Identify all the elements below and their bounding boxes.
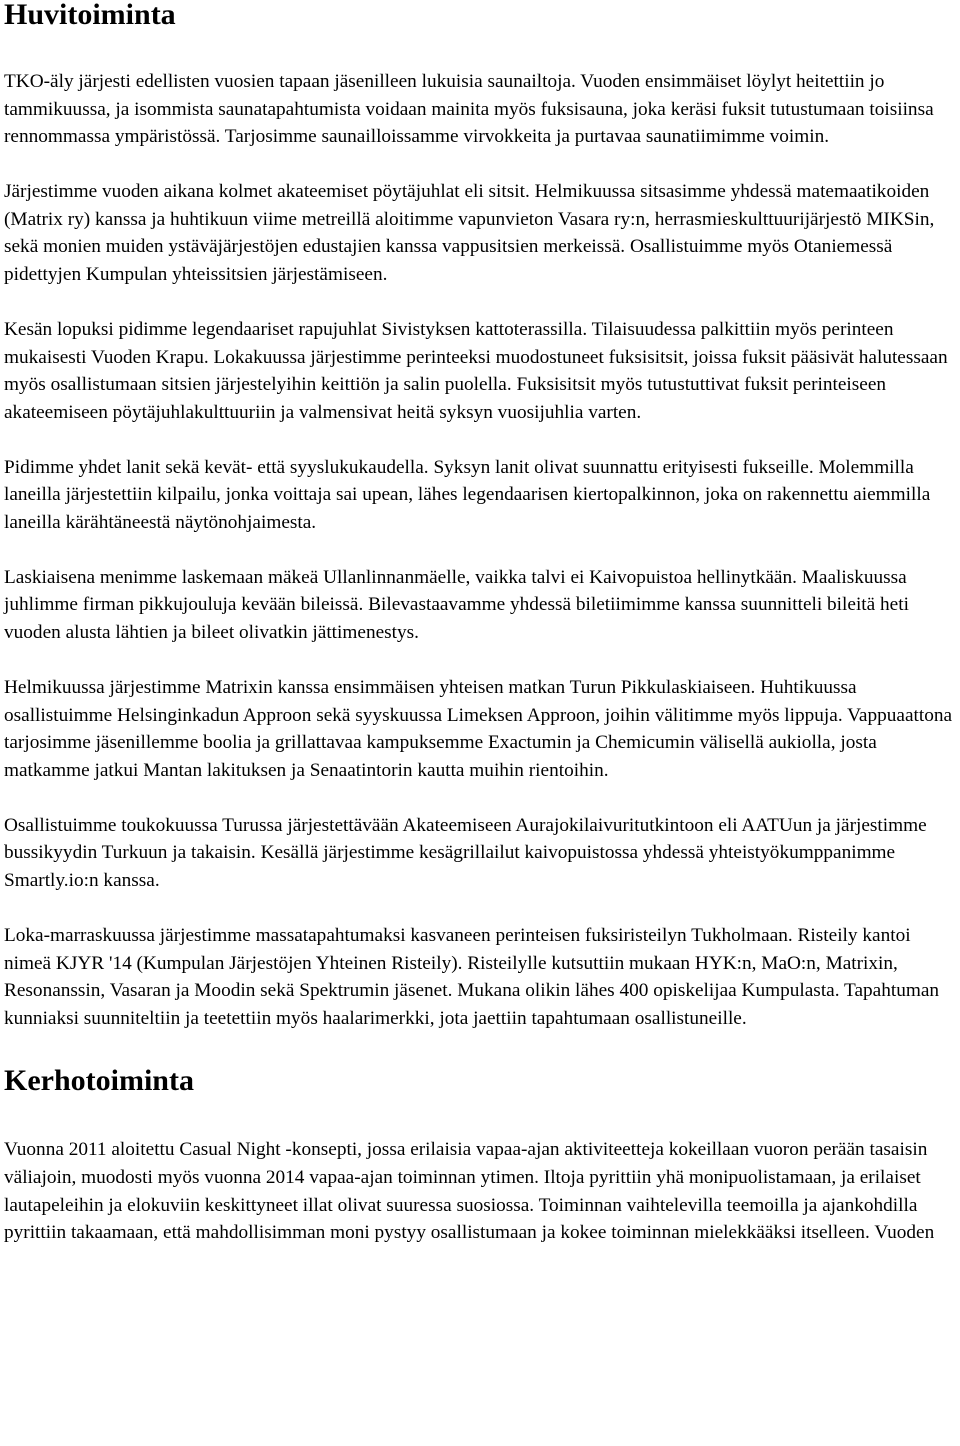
document-page — [4, 0, 960, 1247]
section-heading-huvitoiminta: Huvitoiminta — [4, 0, 176, 31]
paragraph-casual-night: Vuonna 2011 aloitettu Casual Night -konsepti, jossa erilaisia vapaa-ajan aktiviteetteja kokeillaan vuoron perään tasaisin väliajoin, muodosti myös vuonna 2014 vapaa-ajan toiminnan ytimen. Iltoja pyrittiin yhä monipuolistamaan, ja erilaiset lautapeleihin ja elokuviin keskittyneet illat olivat suuressa suosiossa. Toiminnan vaihtelevilla teemoilla ja ajankohdilla pyrittiin takaamaan, että mahdollisimman moni pystyy osallistumaan ja kokee toiminnan mielekkääksi itselleen. Vuoden — [4, 1139, 935, 1244]
section-heading-kerhotoiminta: Kerhotoiminta — [4, 1064, 194, 1098]
paragraph-lanit: Pidimme yhdet lanit sekä kevät- että syyslukukaudella. Syksyn lanit olivat suunnattu erityisesti fukseille. Molemmilla laneilla järjestettiin kilpailu, jonka voittaja sai upean, lähes legendaarisen kiertopalkinnon, joka on rakennettu aiemmilla laneilla kärähtäneestä näytönohjaimesta. — [4, 456, 931, 533]
paragraph-risteily: Loka-marraskuussa järjestimme massatapahtumaksi kasvaneen perinteisen fuksiristeilyn Tukholmaan. Risteily kantoi nimeä KJYR '14 (Kumpulan Järjestöjen Yhteinen Risteily). Risteilylle kutsuttiin mukaan HYK:n, MaO:n, Matrixin, Resonanssin, Vasaran ja Moodin sekä Spektrumin jäsenet. Mukana olikin lähes 400 opiskelijaa Kumpulasta. Tapahtuman kunniaksi suunniteltiin ja teetettiin myös haalarimerkki, jota jaettiin tapahtumaan osallistuneille. — [4, 924, 940, 1029]
paragraph-saunaillat: TKO-äly järjesti edellisten vuosien tapaan jäsenilleen lukuisia saunailtoja. Vuoden ensimmäiset löylyt heitettiin jo tammikuussa, ja isommista saunatapahtumista voidaan mainita myös fuksisauna, joka keräsi fuksit tutustumaan toisiinsa rennommassa ympäristössä. Tarjosimme saunailloissamme virvokkeita ja purtavaa saunatiimimme voimin. — [4, 71, 934, 148]
paragraph-matkat: Helmikuussa järjestimme Matrixin kanssa ensimmäisen yhteisen matkan Turun Pikkulaskiaiseen. Huhtikuussa osallistuimme Helsinginkadun Approon sekä syyskuussa Limeksen Approon, joihin välitimme myös lippuja. Vappuaattona tarjosimme jäsenillemme boolia ja grillattavaa kampuksemme Exactumin ja Chemicumin välisellä aukiolla, josta matkamme jatkui Mantan lakituksen ja Senaatintorin kautta muihin rientoihin. — [4, 677, 953, 781]
paragraph-laskiainen: Laskiaisena menimme laskemaan mäkeä Ullanlinnanmäelle, vaikka talvi ei Kaivopuistoa hellinytkään. Maaliskuussa juhlimme firman pikkujouluja kevään bileissä. Bilevastaavamme yhdessä biletiimimme kanssa suunnitteli bileitä heti vuoden alusta lähtien ja bileet olivatkin jättimenestys. — [4, 566, 909, 644]
paragraph-sitsit: Järjestimme vuoden aikana kolmet akateemiset pöytäjuhlat eli sitsit. Helmikuussa sitsasimme yhdessä matemaatikoiden (Matrix ry) kanssa ja huhtikuun viime metreillä aloitimme vapunvieton Vasara ry:n, herrasmieskulttuurijärjestö MIKSin, sekä monien muiden ystäväjärjestöjen edustajien kanssa vappusitsien merkeissä. Osallistuimme myös Otaniemessä pidettyjen Kumpulan yhteissitsien järjestämiseen. — [4, 181, 935, 285]
paragraph-aatu: Osallistuimme toukokuussa Turussa järjestettävään Akateemiseen Aurajokilaivuritutkintoon eli AATUun ja järjestimme bussikyydin Turkuun ja takaisin. Kesällä järjestimme kesägrillailut kaivopuistossa yhdessä yhteistyökumppanimme Smartly.io:n kanssa. — [4, 814, 927, 891]
paragraph-rapujuhlat: Kesän lopuksi pidimme legendaariset rapujuhlat Sivistyksen kattoterassilla. Tilaisuudessa palkittiin myös perinteen mukaisesti Vuoden Krapu. Lokakuussa järjestimme perinteeksi muodostuneet fuksisitsit, joissa fuksit pääsivät halutessaan myös osallistumaan sitsien järjestelyihin keittiön ja salin puolella. Fuksisitsit myös tutustuttivat fuksit perinteiseen akateemiseen pöytäjuhlakulttuuriin ja valmensivat heitä syksyn vuosijuhlia varten. — [4, 318, 948, 423]
